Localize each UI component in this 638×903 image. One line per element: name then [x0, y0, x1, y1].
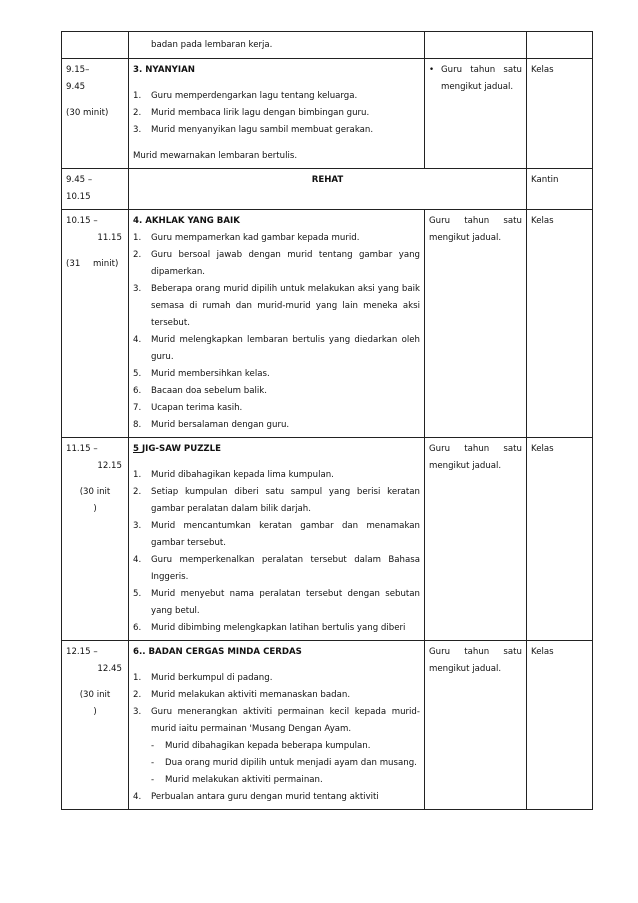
teacher-cell — [425, 210, 527, 438]
time-start: 9.45 – — [66, 175, 93, 185]
teacher-cell — [425, 59, 527, 169]
teacher-text: Guru tahun satu mengikut jadual. — [441, 65, 522, 92]
time-start: 10.15 – — [66, 216, 98, 226]
place-cell — [527, 438, 593, 641]
time-cell — [62, 438, 129, 641]
place-cell — [527, 169, 593, 210]
activity-cell — [129, 32, 425, 59]
duration-close: ) — [93, 504, 97, 514]
list-item: 4. Guru memperkenalkan peralatan tersebut dalam Bahasa Inggeris. — [133, 555, 420, 582]
list-item: 8. Murid bersalaman dengan guru. — [133, 420, 290, 430]
activity-title: 5 JIG-SAW PUZZLE — [133, 444, 222, 454]
time-end: 12.45 — [97, 664, 122, 674]
activity-number: 5 — [133, 444, 142, 454]
list-item: 6. Bacaan doa sebelum balik. — [133, 386, 267, 396]
sub-list — [133, 738, 420, 789]
list-item: 5. Murid menyebut nama peralatan tersebut dengan sebutan yang betul. — [133, 589, 420, 616]
time-end: 10.15 — [66, 192, 91, 202]
break-cell — [129, 169, 527, 210]
list-item: 2. Guru bersoal jawab dengan murid tentang gambar yang dipamerkan. — [133, 250, 420, 277]
list-item: - Murid dibahagikan kepada beberapa kumpulan. — [151, 741, 371, 751]
list-item: - Dua orang murid dipilih untuk menjadi ayam dan musang. — [151, 758, 417, 768]
place-text: Kelas — [531, 647, 554, 657]
time-cell — [62, 641, 129, 810]
table-row — [62, 641, 593, 810]
time-end: 9.45 — [66, 82, 86, 92]
list-item: 2. Murid membaca lirik lagu dengan bimbingan guru. — [133, 108, 370, 118]
duration: (31 minit) — [66, 259, 119, 269]
steps-list — [133, 230, 420, 434]
lesson-plan-table — [61, 31, 593, 810]
duration-close: ) — [93, 707, 97, 717]
time-cell — [62, 32, 129, 59]
teacher-cell — [425, 438, 527, 641]
time-start: 9.15– — [66, 65, 90, 75]
time-start: 12.15 – — [66, 647, 98, 657]
table-row — [62, 59, 593, 169]
teacher-text: Guru tahun satu mengikut jadual. — [429, 444, 522, 471]
continuation-text: badan pada lembaran kerja. — [151, 40, 273, 50]
place-cell — [527, 32, 593, 59]
time-cell — [62, 169, 129, 210]
place-cell — [527, 210, 593, 438]
list-item: 7. Ucapan terima kasih. — [133, 403, 243, 413]
activity-title: 4. AKHLAK YANG BAIK — [133, 216, 240, 226]
list-item: 4. Perbualan antara guru dengan murid tentang aktiviti — [133, 792, 379, 802]
steps-list — [133, 88, 420, 139]
steps-list-continued — [133, 789, 420, 806]
place-text: Kelas — [531, 65, 554, 75]
place-text: Kantin — [531, 175, 559, 185]
teacher-cell — [425, 32, 527, 59]
list-item: 1. Murid dibahagikan kepada lima kumpulan. — [133, 470, 334, 480]
list-item: 2. Murid melakukan aktiviti memanaskan badan. — [133, 690, 351, 700]
place-text: Kelas — [531, 444, 554, 454]
teacher-cell — [425, 641, 527, 810]
steps-list — [133, 670, 420, 738]
list-item: 1. Guru memperdengarkan lagu tentang keluarga. — [133, 91, 358, 101]
list-item: 3. Murid mencantumkan keratan gambar dan menamakan gambar tersebut. — [133, 521, 420, 548]
list-item: 1. Guru mempamerkan kad gambar kepada murid. — [133, 233, 360, 243]
list-item: 3. Murid menyanyikan lagu sambil membuat gerakan. — [133, 125, 374, 135]
list-item: 5. Murid membersihkan kelas. — [133, 369, 270, 379]
activity-cell — [129, 59, 425, 169]
time-end: 12.15 — [97, 461, 122, 471]
list-item: 6. Murid dibimbing melengkapkan latihan bertulis yang diberi — [133, 623, 406, 633]
table-row — [62, 438, 593, 641]
time-cell — [62, 210, 129, 438]
place-text: Kelas — [531, 216, 554, 226]
list-item: 4. Murid melengkapkan lembaran bertulis yang diedarkan oleh guru. — [133, 335, 420, 362]
table-row — [62, 169, 593, 210]
activity-title: 6.. BADAN CERGAS MINDA CERDAS — [133, 647, 302, 657]
activity-cell — [129, 210, 425, 438]
list-item: 3. Guru menerangkan aktiviti permainan kecil kepada murid-murid iaitu permainan 'Musang Dengan Ayam. — [133, 707, 420, 734]
time-start: 11.15 – — [66, 444, 98, 454]
teacher-text: Guru tahun satu mengikut jadual. — [429, 647, 522, 674]
place-cell — [527, 641, 593, 810]
list-item: 3. Beberapa orang murid dipilih untuk melakukan aksi yang baik semasa di rumah dan murid-murid yang lain meneka aksi tersebut. — [133, 284, 420, 328]
duration: (30 init — [79, 487, 111, 497]
bullet-icon: • — [429, 65, 435, 75]
list-item: 1. Murid berkumpul di padang. — [133, 673, 273, 683]
break-title: REHAT — [311, 175, 344, 185]
list-item: 2. Setiap kumpulan diberi satu sampul yang berisi keratan gambar peralatan dalam bilik darjah. — [133, 487, 420, 514]
activity-cell — [129, 438, 425, 641]
duration: (30 minit) — [66, 108, 109, 118]
steps-list — [133, 467, 420, 637]
activity-cell — [129, 641, 425, 810]
duration: (30 init — [79, 690, 111, 700]
teacher-text: Guru tahun satu mengikut jadual. — [429, 216, 522, 243]
table-row — [62, 32, 593, 59]
time-cell — [62, 59, 129, 169]
activity-title: 3. NYANYIAN — [133, 65, 195, 75]
table-row — [62, 210, 593, 438]
time-end: 11.15 — [97, 233, 122, 243]
list-item: - Murid melakukan aktiviti permainan. — [151, 775, 323, 785]
activity-note: Murid mewarnakan lembaran bertulis. — [133, 151, 298, 161]
place-cell — [527, 59, 593, 169]
